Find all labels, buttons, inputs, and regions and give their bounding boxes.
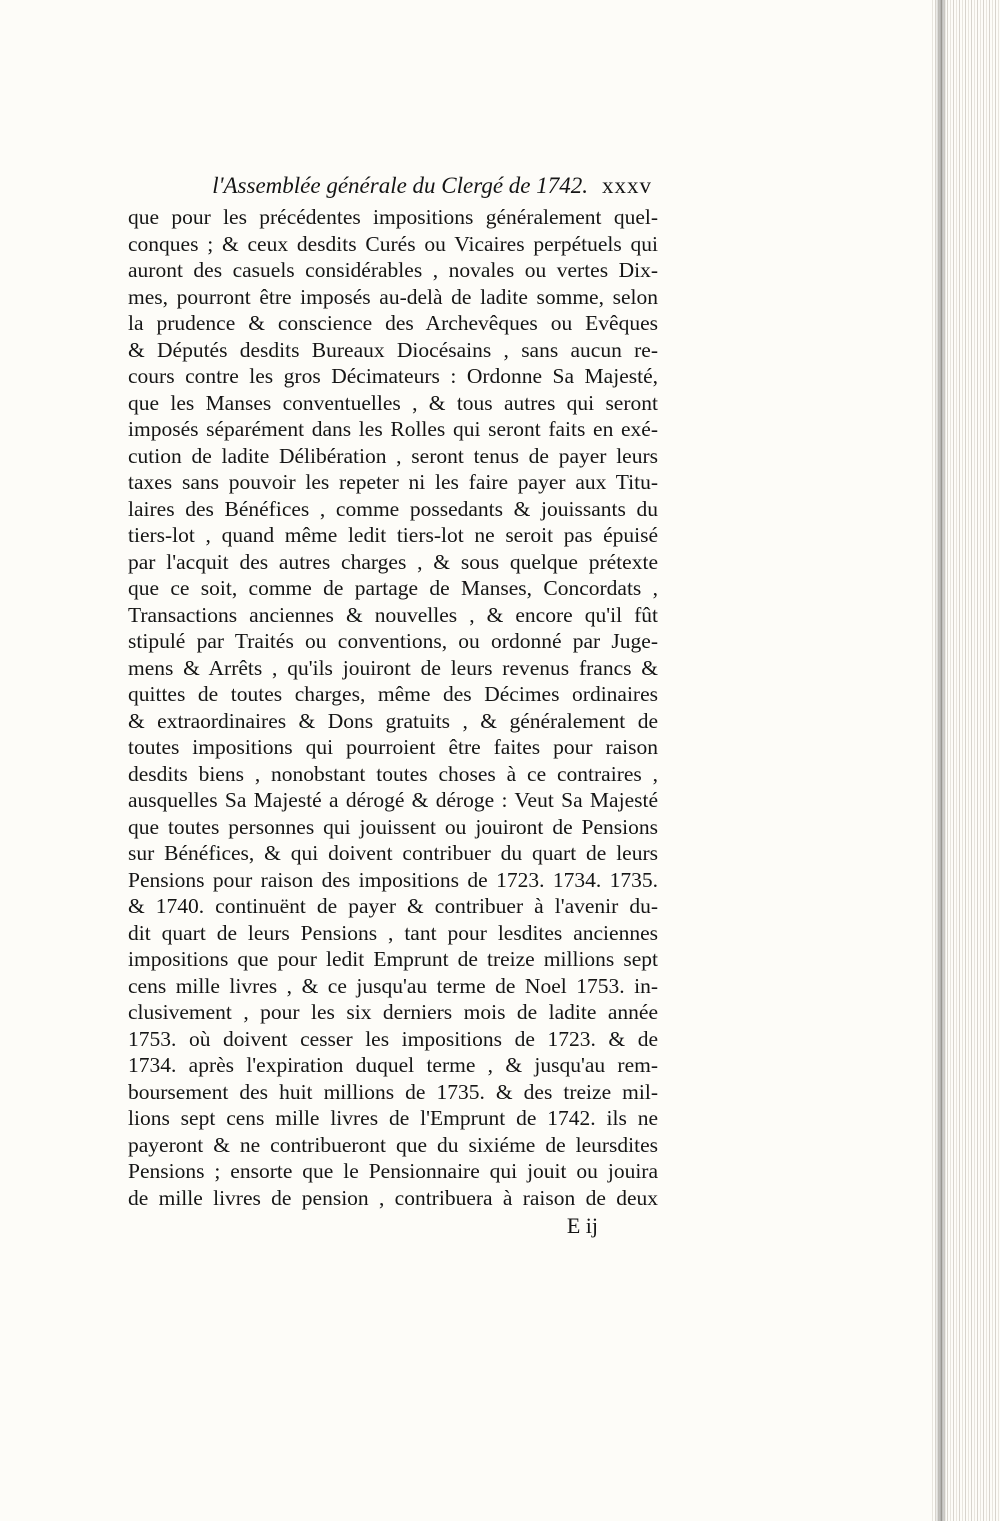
body-line: mes, pourront être imposés au-delà de ladite somme, selon bbox=[128, 284, 658, 309]
body-line: taxes sans pouvoir les repeter ni les faire payer aux Titu- bbox=[128, 470, 658, 494]
body-line: cens mille livres , & ce jusqu'au terme de Noel 1753. in- bbox=[128, 973, 658, 998]
body-line: par l'acquit des autres charges , & sous quelque prétexte bbox=[128, 549, 658, 574]
body-line: sur Bénéfices, & qui doivent contribuer du quart de leurs bbox=[128, 841, 658, 865]
body-line: que toutes personnes qui jouissent ou jouiront de Pensions bbox=[128, 814, 658, 839]
body-line: que ce soit, comme de partage de Manses, Concordats , bbox=[128, 576, 658, 600]
folio: xxxv bbox=[602, 173, 652, 198]
body-line: Pensions ; ensorte que le Pensionnaire qui jouit ou jouira bbox=[128, 1159, 658, 1183]
body-line: boursement des huit millions de 1735. & des treize mil- bbox=[128, 1079, 658, 1104]
body-line: clusivement , pour les six derniers mois de ladite année bbox=[128, 1000, 658, 1024]
body-line: auront des casuels considérables , novales ou vertes Dix- bbox=[128, 258, 658, 282]
body-line: 1753. où doivent cesser les impositions de 1723. & de bbox=[128, 1026, 658, 1051]
running-head bbox=[128, 170, 658, 204]
body-line: dit quart de leurs Pensions , tant pour lesdites anciennes bbox=[128, 920, 658, 945]
body-line: de mille livres de pension , contribuera à raison de deux bbox=[128, 1185, 658, 1210]
body-line: quittes de toutes charges, même des Décimes ordinaires bbox=[128, 682, 658, 706]
body-line: mens & Arrêts , qu'ils jouiront de leurs revenus francs & bbox=[128, 655, 658, 680]
body-line: cution de ladite Délibération , seront tenus de payer leurs bbox=[128, 443, 658, 468]
running-title: l'Assemblée générale du Clergé de 1742. bbox=[212, 173, 588, 198]
body-line: imposés séparément dans les Rolles qui seront faits en exé- bbox=[128, 417, 658, 441]
body-line: cours contre les gros Décimateurs : Ordonne Sa Majesté, bbox=[128, 364, 658, 388]
body-line: Pensions pour raison des impositions de 1723. 1734. 1735. bbox=[128, 867, 658, 892]
body-line: & extraordinaires & Dons gratuits , & généralement de bbox=[128, 708, 658, 733]
binding-shadow bbox=[936, 0, 946, 1521]
body-line: impositions que pour ledit Emprunt de treize millions sept bbox=[128, 947, 658, 971]
body-line: que les Manses conventuelles , & tous autres qui seront bbox=[128, 390, 658, 415]
body-line: conques ; & ceux desdits Curés ou Vicaires perpétuels qui bbox=[128, 231, 658, 256]
body-line: toutes impositions qui pourroient être faites pour raison bbox=[128, 735, 658, 759]
body-line: lions sept cens mille livres de l'Emprunt de 1742. ils ne bbox=[128, 1106, 658, 1130]
body-line: tiers-lot , quand même ledit tiers-lot ne seroit pas épuisé bbox=[128, 523, 658, 547]
body-line: laires des Bénéfices , comme possedants & jouissants du bbox=[128, 496, 658, 521]
body-line: la prudence & conscience des Archevêques ou Evêques bbox=[128, 311, 658, 335]
body-line: 1734. après l'expiration duquel terme , & jusqu'au rem- bbox=[128, 1053, 658, 1077]
body-text bbox=[128, 204, 658, 1211]
signature-mark: E ij bbox=[566, 1213, 598, 1238]
body-line: Transactions anciennes & nouvelles , & encore qu'il fût bbox=[128, 602, 658, 627]
body-line: & 1740. continuënt de payer & contribuer à l'avenir du- bbox=[128, 894, 658, 918]
text-block bbox=[128, 170, 658, 1239]
body-line: & Députés desdits Bureaux Diocésains , sans aucun re- bbox=[128, 337, 658, 362]
body-line: ausquelles Sa Majesté a dérogé & déroge : Veut Sa Majesté bbox=[128, 788, 658, 812]
body-line: que pour les précédentes impositions généralement quel- bbox=[128, 205, 658, 229]
body-line: stipulé par Traités ou conventions, ou ordonné par Juge- bbox=[128, 629, 658, 653]
body-line: desdits biens , nonobstant toutes choses à ce contraires , bbox=[128, 761, 658, 786]
body-line: payeront & ne contribueront que du sixiéme de leursdites bbox=[128, 1132, 658, 1157]
